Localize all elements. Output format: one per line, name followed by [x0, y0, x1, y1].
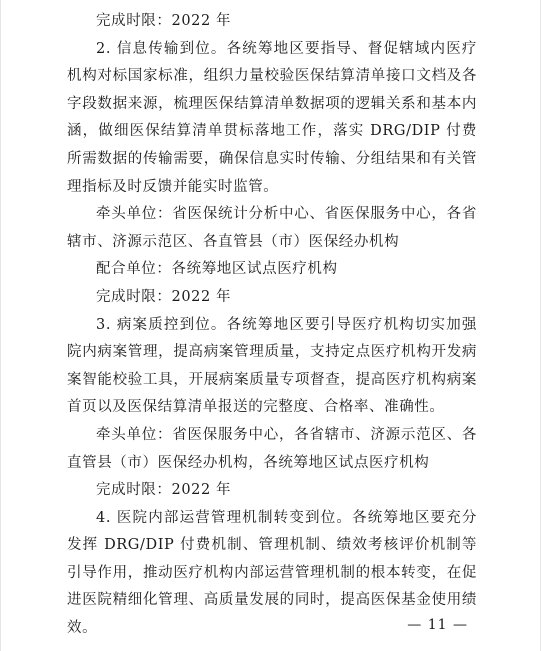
page-number: — 11 — — [407, 617, 468, 633]
lead-unit-paragraph: 牵头单位：省医保统计分析中心、省医保服务中心，各省辖市、济源示范区、各直管县（市）医保经办机构 — [67, 206, 477, 250]
paragraph-item-3: 3. 病案质控到位。各统筹地区要引导医疗机构切实加强院内病案管理，提高病案管理质量，支持定点医疗机构开发病案智能校验工具，开展病案质量专项督查，提高医疗机构病案首页以及医保结算清单报送的完整度、合格率、准确性。 — [67, 316, 477, 416]
paragraph-item-2: 2. 信息传输到位。各统筹地区要指导、督促辖域内医疗机构对标国家标准，组织力量校验医保结算清单接口文档及各字段数据来源，梳理医保结算清单数据项的逻辑关系和基本内涵，做细医保结算清单贯标落地工作，落实 DRG/DIP 付费所需数据的传输需要，确保信息实时传输、分组结果和有关管理指标及时反馈并能实时监管。 — [67, 40, 477, 195]
paragraph-item-4: 4. 医院内部运营管理机制转变到位。各统筹地区要充分发挥 DRG/DIP 付费机制、管理机制、绩效考核评价机制等引导作用，推动医疗机构内部运营管理机制的根本转变，在促进医院精细化管理、高质量发展的同时，提高医保基金使用绩效。 — [67, 509, 477, 637]
cooperating-unit-line: 配合单位：各统筹地区试点医疗机构 — [96, 261, 338, 278]
lead-unit-paragraph: 牵头单位：省医保服务中心，各省辖市、济源示范区、各直管县（市）医保经办机构，各统筹地区试点医疗机构 — [67, 426, 477, 471]
deadline-line: 完成时限：2022 年 — [96, 482, 232, 499]
deadline-line: 完成时限：2022 年 — [96, 288, 232, 305]
deadline-line: 完成时限：2022 年 — [96, 13, 232, 29]
document-body — [67, 8, 477, 643]
